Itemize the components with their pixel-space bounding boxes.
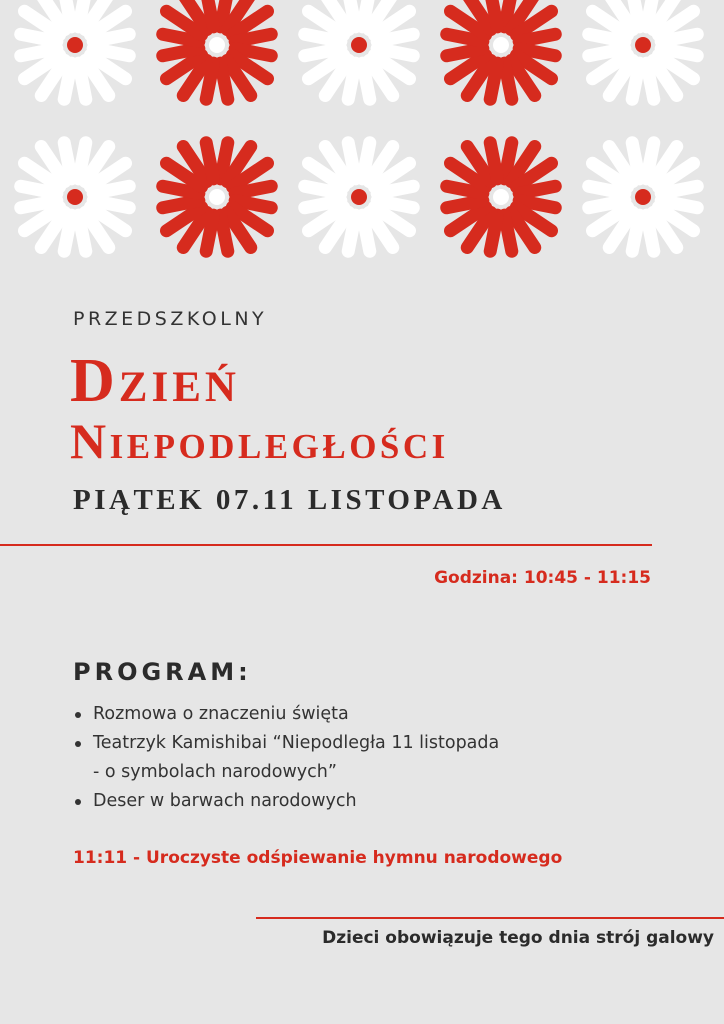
flower-icon xyxy=(13,135,137,259)
dress-code-note: Dzieci obowiązuje tego dnia strój galowy xyxy=(322,928,714,948)
program-item xyxy=(75,700,635,729)
anthem-note: 11:11 - Uroczyste odśpiewanie hymnu narodowego xyxy=(73,848,563,868)
program-item-text: Rozmowa o znaczeniu święta xyxy=(93,704,349,724)
program-item-text: Deser w barwach narodowych xyxy=(93,791,357,811)
program-item-text: Teatrzyk Kamishibai “Niepodległa 11 listopada xyxy=(93,733,500,753)
title-line-1: Dzień xyxy=(70,347,240,415)
flower-icon xyxy=(439,135,563,259)
flower-pattern xyxy=(0,0,724,270)
program-item xyxy=(75,787,635,816)
program-heading: PROGRAM: xyxy=(73,658,252,686)
flower-icon xyxy=(581,135,705,259)
program-list xyxy=(75,700,635,816)
divider-top xyxy=(0,544,652,546)
program-item-text-continued: - o symbolach narodowych” xyxy=(93,762,337,782)
program-item xyxy=(75,729,635,787)
flower-icon xyxy=(297,0,421,107)
flower-icon xyxy=(439,0,563,107)
flower-icon xyxy=(155,135,279,259)
event-time: Godzina: 10:45 - 11:15 xyxy=(434,568,651,588)
flower-icon xyxy=(13,0,137,107)
flower-icon xyxy=(297,135,421,259)
divider-bottom xyxy=(256,917,724,919)
subtitle: PRZEDSZKOLNY xyxy=(73,308,268,330)
title-line-2: Niepodległości xyxy=(70,413,449,469)
flower-icon xyxy=(155,0,279,107)
event-date: PIĄTEK 07.11 LISTOPADA xyxy=(73,484,506,516)
flower-icon xyxy=(581,0,705,107)
